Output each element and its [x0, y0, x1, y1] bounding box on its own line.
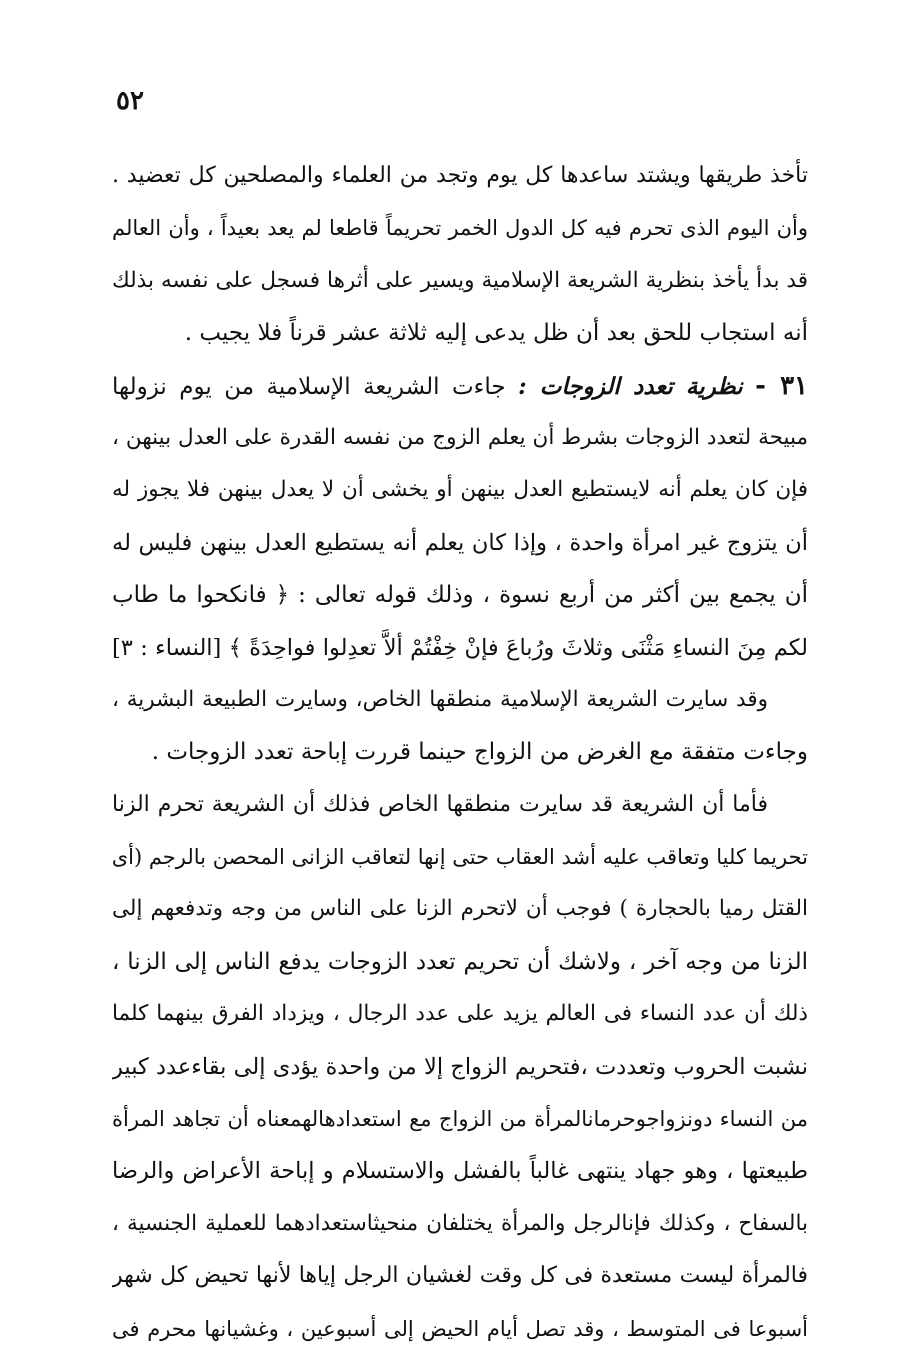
- text-line: وأن اليوم الذى تحرم فيه كل الدول الخمر تحريماً قاطعا لم يعد بعيداً ، وأن العالم: [112, 216, 808, 241]
- section-heading-line: ٣١ - نظرية تعدد الزوجات : جاءت الشريعة الإسلامية من يوم نزولها: [112, 370, 808, 401]
- text-line: ذلك أن عدد النساء فى العالم يزيد على عدد الرجال ، ويزداد الفرق بينهما كلما: [112, 1001, 808, 1027]
- text-line: وجاءت متفقة مع الغرض من الزواج حينما قررت إباحة تعدد الزوجات .: [151, 739, 808, 766]
- text-line: من النساء دونزواجوحرمانالمرأة من الزواج مع استعدادهالهمعناه أن تجاهد المرأة: [112, 1107, 808, 1132]
- page-number: ٥٢: [116, 86, 144, 116]
- text-line: قد بدأ يأخذ بنظرية الشريعة الإسلامية ويسير على أثرها فسجل على نفسه بذلك: [112, 267, 808, 293]
- body-text: [112, 150, 808, 1355]
- text-line: القتل رميا بالحجارة ) فوجب أن لاتحرم الزنا على الناس من وجه وتدفعهم إلى: [112, 896, 808, 922]
- text-line: أن يتزوج غير امرأة واحدة ، وإذا كان يعلم أنه يستطيع العدل بينهن فليس له: [112, 529, 808, 556]
- text-line: طبيعتها ، وهو جهاد ينتهى غالباً بالفشل والاستسلام و إباحة الأعراض والرضا: [112, 1158, 808, 1185]
- text-line: تأخذ طريقها ويشتد ساعدها كل يوم وتجد من العلماء والمصلحين كل تعضيد .: [112, 163, 808, 188]
- text-line: فأما أن الشريعة قد سايرت منطقها الخاص فذلك أن الشريعة تحرم الزنا: [112, 791, 768, 817]
- text-line: وقد سايرت الشريعة الإسلامية منطقها الخاص، وسايرت الطبيعة البشرية ،: [112, 686, 768, 712]
- quran-quote-line: لكم مِنَ النساءِ مَثْنَى وثلاثَ ورُباعَ فإنْ خِفْتُمْ ألاَّ تعدِلوا فواحِدَةً ﴾ [النساء : ٣]: [112, 634, 808, 661]
- text-line: أنه استجاب للحق بعد أن ظل يدعى إليه ثلاثة عشر قرناً فلا يجيب .: [184, 320, 808, 347]
- section-number: ٣١ -: [755, 370, 808, 401]
- text-line: الزنا من وجه آخر ، ولاشك أن تحريم تعدد الزوجات يدفع الناس إلى الزنا ،: [112, 948, 808, 975]
- text-line: نشبت الحروب وتعددت ،فتحريم الزواج إلا من واحدة يؤدى إلى بقاءعدد كبير: [112, 1053, 808, 1080]
- text-line: أسبوعا فى المتوسط ، وقد تصل أيام الحيض إلى أسبوعين ، وغشيانها محرم فى: [112, 1316, 808, 1341]
- text-line: أن يجمع بين أكثر من أربع نسوة ، وذلك قوله تعالى : ﴿ فانكحوا ما طاب: [112, 582, 808, 609]
- text-line: فالمرأة ليست مستعدة فى كل وقت لغشيان الرجل إياها لأنها تحيض كل شهر: [112, 1263, 808, 1289]
- text-line: فإن كان يعلم أنه لايستطيع العدل بينهن أو يخشى أن لا يعدل بينهن فلا يجوز له: [112, 477, 808, 503]
- section-title: نظرية تعدد الزوجات :: [518, 372, 743, 400]
- text-line: تحريما كليا وتعاقب عليه أشد العقاب حتى إنها لتعاقب الزانى المحصن بالرجم (أى: [112, 845, 808, 870]
- text-line: بالسفاح ، وكذلك فإنالرجل والمرأة يختلفان منحيثاستعدادهما للعملية الجنسية ،: [112, 1210, 808, 1236]
- text-line: مبيحة لتعدد الزوجات بشرط أن يعلم الزوج من نفسه القدرة على العدل بينهن ،: [112, 424, 808, 450]
